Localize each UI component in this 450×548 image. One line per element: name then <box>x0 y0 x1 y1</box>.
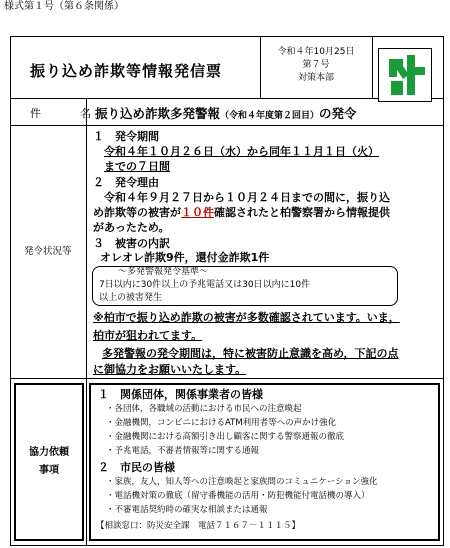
subject-text <box>95 108 357 121</box>
table-left-border <box>10 36 11 546</box>
citizen-item: ・家族，友人，知人等への注意喚起と家族間のコミュニケーション強化 <box>106 477 378 487</box>
contact-info: 【相談窓口：防災安全課 電話７１６７－１１１５】 <box>96 521 301 531</box>
table-right-border <box>443 36 444 546</box>
org-item: ・各団体，各職域の活動における市民への注意喚起 <box>106 404 302 414</box>
period-line-1: 令和４年１０月２６日（水）から同年１１月１日（火） <box>104 145 379 158</box>
kashiwa-city-logo <box>378 48 432 102</box>
status-bottom-border <box>10 378 444 379</box>
note-line-1: ※柏市で振り込め詐欺の被害が多数確認されています。いま， <box>93 311 400 324</box>
issue-info <box>266 46 366 85</box>
breakdown-line: オレオレ詐欺9件，還付金詐欺1件 <box>100 251 270 264</box>
period-heading: １ 発令期間 <box>93 130 159 143</box>
status-label: 発令状況等 <box>24 246 72 257</box>
cooperation-label <box>14 444 84 480</box>
note-line-4: に御協力をお願いいたします。 <box>93 363 247 376</box>
criteria-title: ～多発警報発令基準～ <box>118 267 209 277</box>
citizen-item: ・電話機対策の徹底（留守番機能の活用・防犯機能付電話機の導入） <box>106 491 370 501</box>
issue-date: 令和４年10月25日 <box>277 47 355 57</box>
period-line-2: までの７日間 <box>104 160 170 173</box>
note-line-2: 柏市が狙われてます。 <box>93 329 203 342</box>
org-item: ・予兆電話，不審者情報等に関する通報 <box>106 446 260 456</box>
subject-label: 件 名 <box>30 107 105 120</box>
reason-heading: ２ 発令理由 <box>93 176 159 189</box>
label-column-divider <box>86 98 87 546</box>
cooperation-label-line-2: 事項 <box>39 465 59 476</box>
document-title: 振り込め詐欺等情報発信票 <box>30 62 223 80</box>
breakdown-heading: ３ 被害の内訳 <box>93 237 170 250</box>
note-line-3: 多発警報の発令期間は，特に被害防止意識を高め，下記の点 <box>102 347 399 360</box>
reason-line-1: 令和４年９月２７日から１０月２４日までの間に，振り込 <box>104 191 390 204</box>
subject-paren: （令和４年度第２回目） <box>220 111 320 121</box>
criteria-line-2: 以上の被害発生 <box>99 293 163 303</box>
org-heading: １ 関係団体，関係事業者の皆様 <box>98 388 263 401</box>
subject-main: 振り込め詐欺多発警報 <box>95 106 221 121</box>
issuer-name: 対策本部 <box>297 73 334 83</box>
table-bottom-border <box>10 545 444 546</box>
org-item: ・金融機関，コンビニにおけるATM利用者等への声かけ強化 <box>106 418 337 428</box>
table-top-border <box>10 36 444 37</box>
reason-line-2c: 確認されたと柏警察署から情報提供 <box>214 206 390 219</box>
subject-suffix: の発令 <box>319 106 357 121</box>
criteria-line-1: 7日以内に30件以上の予兆電話又は30日以内に10件 <box>99 280 311 290</box>
cooperation-label-line-1: 協力依頼 <box>29 447 69 458</box>
issue-number: 第７号 <box>302 60 330 70</box>
form-number: 様式第１号（第６条関係） <box>4 1 124 12</box>
header-divider-2 <box>372 36 373 98</box>
org-item: ・金融機関における高額引き出し顧客に関する警察通報の徹底 <box>106 432 345 442</box>
header-divider-1 <box>260 36 261 98</box>
reason-line-3: があったため。 <box>93 221 170 234</box>
citizen-item: ・不審電話契約時の確実な相談または通報 <box>106 505 268 515</box>
citizen-heading: ２ 市民の皆様 <box>98 461 175 474</box>
subject-bottom-border <box>10 125 444 126</box>
reason-case-count: １０件 <box>181 206 214 219</box>
reason-line-2a: め詐欺等の被害が <box>93 206 181 219</box>
city-emblem-icon <box>379 49 431 101</box>
reason-line-2 <box>93 207 390 218</box>
